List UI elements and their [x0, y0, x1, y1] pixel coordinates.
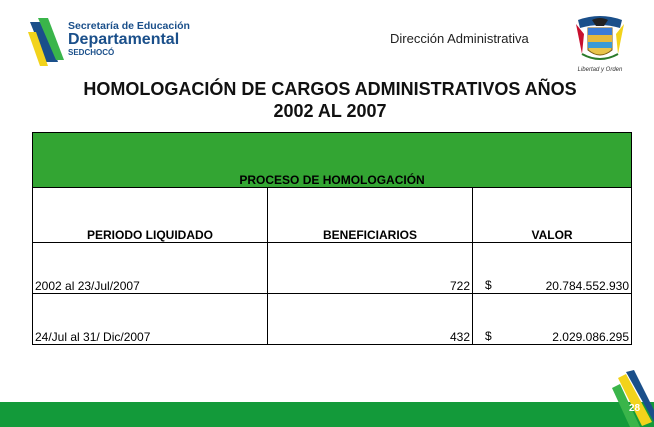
colombia-crest-icon: [574, 14, 626, 74]
crest-motto: Libertad y Orden: [577, 67, 623, 73]
department-label: Dirección Administrativa: [390, 31, 529, 46]
value-amount: 2.029.086.295: [552, 330, 630, 344]
title-line1: HOMOLOGACIÓN DE CARGOS ADMINISTRATIVOS AÑOS: [83, 79, 577, 99]
table-row: [33, 294, 632, 345]
table-header-row: [33, 188, 632, 243]
value-amount: 20.784.552.930: [545, 279, 630, 293]
logo-line2: Departamental: [68, 31, 180, 48]
corner-stripes-icon: [612, 370, 654, 427]
table-heading: PROCESO DE HOMOLOGACIÓN: [33, 133, 632, 188]
footer-bar: [0, 402, 654, 427]
table-row: [33, 243, 632, 294]
sedchoco-logo: [28, 16, 188, 68]
title-line2: 2002 AL 2007: [273, 101, 387, 121]
logo-line1: Secretaría de Educación: [68, 20, 190, 32]
logo-stripes-icon: [28, 16, 66, 68]
col-header-value: VALOR: [473, 188, 632, 243]
col-header-beneficiaries: BENEFICIARIOS: [268, 188, 473, 243]
cell-period: 2002 al 23/Jul/2007: [33, 243, 268, 294]
cell-beneficiaries: 432: [268, 294, 473, 345]
table-heading-row: [33, 133, 632, 188]
col-header-period: PERIODO LIQUIDADO: [33, 188, 268, 243]
page-number: 28: [629, 403, 641, 414]
cell-value: [473, 243, 632, 294]
page-title: [40, 78, 620, 122]
cell-value: [473, 294, 632, 345]
homologation-table: [32, 132, 632, 345]
currency-symbol: $: [485, 329, 492, 343]
currency-symbol: $: [485, 278, 492, 292]
cell-beneficiaries: 722: [268, 243, 473, 294]
cell-period: 24/Jul al 31/ Dic/2007: [33, 294, 268, 345]
logo-line3: SEDCHOCÓ: [68, 48, 115, 57]
